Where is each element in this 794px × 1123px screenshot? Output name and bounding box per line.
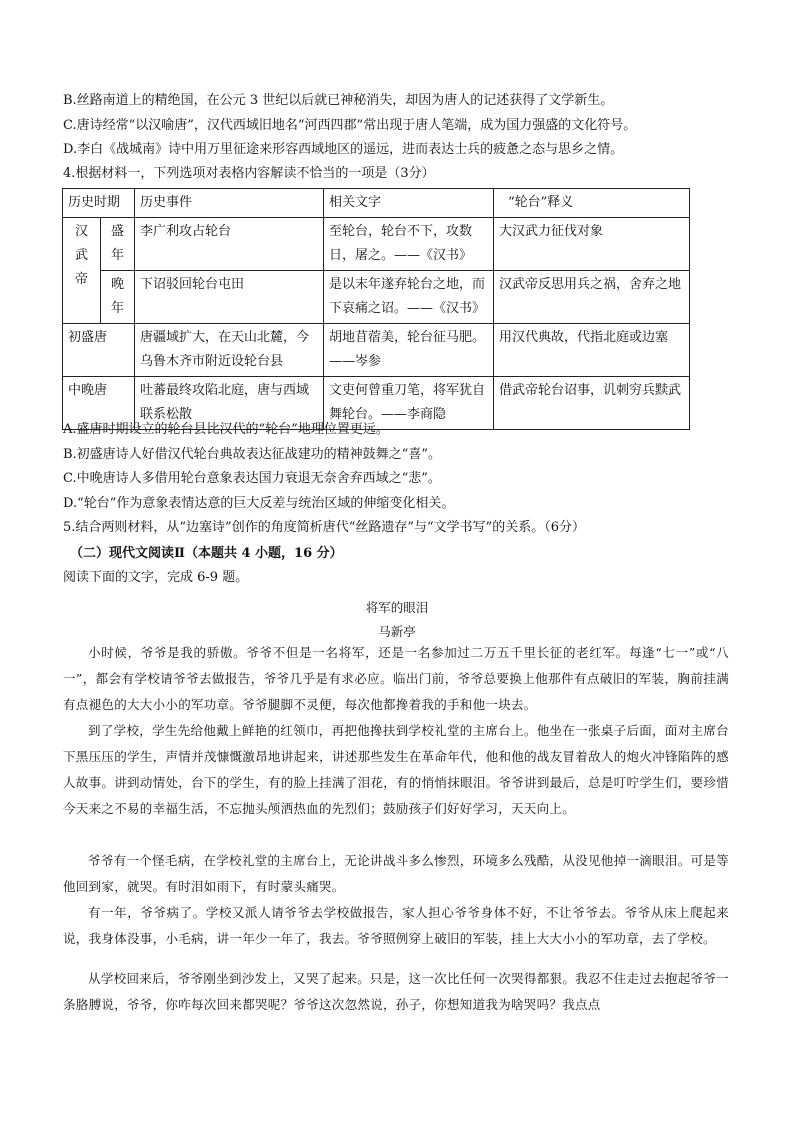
text-cell: 文吏何曾重刀笔，将军犹自舞轮台。——李商隐 xyxy=(324,377,494,430)
story-paragraph: 到了学校，学生先给他戴上鲜艳的红领巾，再把他搀扶到学校礼堂的主席台上。他坐在一张桌子后面，面对主席台下黑压压的学生，声情并茂慷慨激昂地讲起来，讲述那些发生在革命年代，他和他的战友冒着敌人的炮火冲锋陷阵的感人故事。讲到动情处，台下的学生，有的脸上挂满了泪花，有的悄悄抹眼泪。爷爷讲到最后，总是叮咛学生们，要珍惜今天来之不易的幸福生活，不忘抛头颅洒热血的先烈们；鼓励孩子们好好学习，天天向上。 xyxy=(63,723,729,816)
header-text: 相关文字 xyxy=(324,189,494,218)
event-cell: 吐蕃最终攻陷北庭，唐与西域联系松散 xyxy=(135,377,324,430)
header-meaning: “轮台”释义 xyxy=(494,189,690,218)
sub-period-cell xyxy=(101,271,135,324)
question-4-stem: 4.根据材料一，下列选项对表格内容解读不恰当的一项是（3分） xyxy=(63,166,435,181)
option-c-q4: C.中晚唐诗人多借用轮台意象表达国力衰退无奈舍弃西域之“悲”。 xyxy=(63,471,441,486)
table-row xyxy=(63,218,690,271)
period-cell: 初盛唐 xyxy=(63,324,135,377)
question-5: 5.结合两则材料，从“边塞诗”创作的角度简析唐代“丝路遗存”与“文学书写”的关系。（6分） xyxy=(63,520,586,535)
meaning-cell: 用汉代典故，代指北庭或边塞 xyxy=(494,324,690,377)
story-paragraph: 有一年，爷爷病了。学校又派人请爷爷去学校做报告，家人担心爷爷身体不好，不让爷爷去。爷爷从床上爬起来说，我身体没事，小毛病，讲一年少一年了，我去。爷爷照例穿上破旧的军装，挂上大大小小的军功章，去了学校。 xyxy=(63,905,729,946)
story-paragraph: 小时候，爷爷是我的骄傲。爷爷不但是一名将军，还是一名参加过二万五千里长征的老红军。每逢“七一”或“八一”，都会有学校请爷爷去做报告，爷爷几乎是有求必应。临出门前，爷爷总要换上他那件有点破旧的军装，胸前挂满有点褪色的大大小小的军功章。爷爷腿脚不灵便，每次他都搀着我的手和他一块去。 xyxy=(63,645,729,712)
sub-period-cell xyxy=(101,218,135,271)
sub-period-label: 晚年 xyxy=(110,277,124,316)
event-cell: 下诏驳回轮台屯田 xyxy=(135,271,324,324)
story-paragraph: 爷爷有一个怪毛病，在学校礼堂的主席台上，无论讲战斗多么惨烈，环境多么残酷，从没见他掉一滴眼泪。可是等他回到家，就哭。有时泪如雨下，有时蒙头痛哭。 xyxy=(63,853,729,894)
event-cell: 李广利攻占轮台 xyxy=(135,218,324,271)
table-row xyxy=(63,324,690,377)
sub-period-label: 盛年 xyxy=(110,224,124,263)
option-a-q4: A.盛唐时期设立的轮台县比汉代的“轮台”地理位置更远。 xyxy=(63,422,389,437)
option-d-q4: D.“轮台”作为意象表情达意的巨大反差与统治区域的伸缩变化相关。 xyxy=(63,496,455,511)
header-period: 历史时期 xyxy=(63,189,135,218)
text-cell: 是以末年遂弃轮台之地，而下哀痛之诏。——《汉书》 xyxy=(324,271,494,324)
header-event: 历史事件 xyxy=(135,189,324,218)
story-author: 马新亭 xyxy=(378,624,416,639)
period-cell: 中晚唐 xyxy=(63,377,135,430)
section-heading: （二）现代文阅读Ⅱ（本题共 4 小题，16 分） xyxy=(70,546,343,561)
meaning-cell: 借武帝轮台诏事，讥刺穷兵黩武 xyxy=(494,377,690,430)
meaning-cell: 汉武帝反思用兵之祸，舍弃之地 xyxy=(494,271,690,324)
table-header-row xyxy=(63,189,690,218)
han-emperor-cell xyxy=(63,218,101,324)
option-c-q3: C.唐诗经常“以汉喻唐”，汉代西域旧地名“河西四郡”常出现于唐人笔端，成为国力强盛的文化符号。 xyxy=(63,118,637,133)
reading-instruction: 阅读下面的文字，完成 6-9 题。 xyxy=(63,570,249,585)
meaning-cell: 大汉武力征伐对象 xyxy=(494,218,690,271)
table-row xyxy=(63,271,690,324)
text-cell: 胡地苜蓿美，轮台征马肥。——岑参 xyxy=(324,324,494,377)
history-table xyxy=(62,188,690,430)
text-cell: 至轮台，轮台不下，攻数日，屠之。——《汉书》 xyxy=(324,218,494,271)
story-paragraph: 从学校回来后，爷爷刚坐到沙发上，又哭了起来。只是，这一次比任何一次哭得都狠。我忍不住走过去抱起爷爷一条胳膊说，爷爷，你咋每次回来都哭呢？爷爷这次忽然说，孙子，你想知道我为啥哭吗？我点点 xyxy=(63,971,729,1012)
option-b-q4: B.初盛唐诗人好借汉代轮台典故表达征战建功的精神鼓舞之“喜”。 xyxy=(63,447,441,462)
han-emperor-label: 汉武帝 xyxy=(74,224,88,287)
story-title: 将军的眼泪 xyxy=(365,600,429,615)
option-d-q3: D.李白《战城南》诗中用万里征途来形容西域地区的遥远，进而表达士兵的疲惫之态与思乡之情。 xyxy=(63,142,624,157)
option-b-q3: B.丝路南道上的精绝国，在公元 3 世纪以后就已神秘消失，却因为唐人的记述获得了文学新生。 xyxy=(63,93,614,108)
event-cell: 唐疆域扩大，在天山北麓，今乌鲁木齐市附近设轮台县 xyxy=(135,324,324,377)
